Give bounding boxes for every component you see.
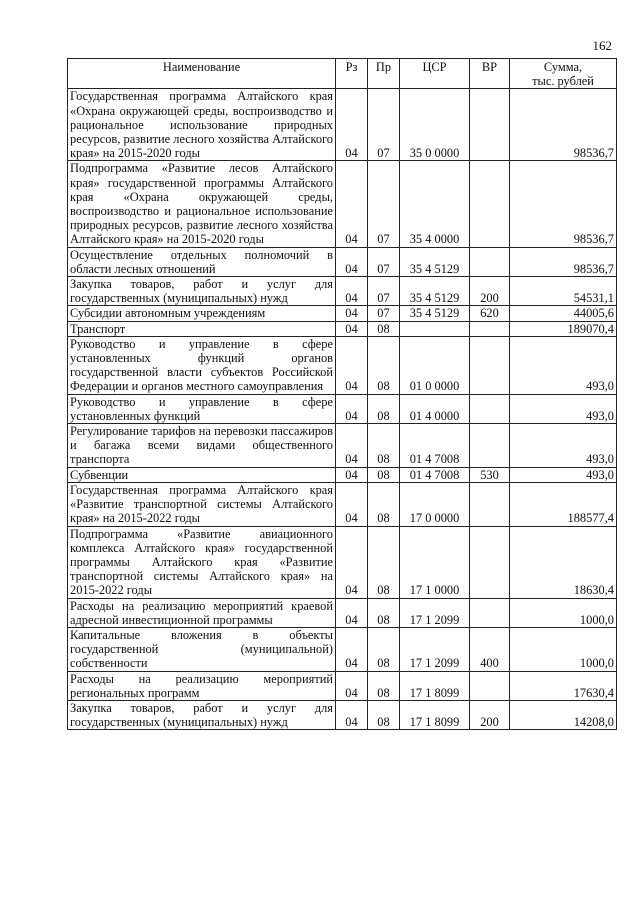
cell-rz: 04: [336, 424, 368, 468]
cell-vr: [470, 482, 510, 526]
cell-sum: 18630,4: [510, 526, 617, 598]
table-row: [68, 89, 617, 161]
cell-rz: 04: [336, 247, 368, 276]
cell-sum: 98536,7: [510, 247, 617, 276]
cell-pr: 07: [368, 89, 400, 161]
cell-name: Закупка товаров, работ и услуг для государственных (муниципальных) нужд: [68, 700, 336, 729]
table-row: [68, 467, 617, 482]
cell-pr: 08: [368, 700, 400, 729]
cell-csr: 35 0 0000: [400, 89, 470, 161]
cell-csr: 01 4 7008: [400, 424, 470, 468]
cell-name: Руководство и управление в сфере установленных функций органов государственной власти субъектов Российской Федерации и органов местного самоуправления: [68, 336, 336, 394]
cell-vr: 620: [470, 306, 510, 321]
cell-vr: 400: [470, 627, 510, 671]
cell-csr: 35 4 5129: [400, 306, 470, 321]
cell-rz: 04: [336, 321, 368, 336]
cell-sum: 188577,4: [510, 482, 617, 526]
cell-name: Подпрограмма «Развитие авиационного комплекса Алтайского края» государственной программы Алтайского края «Развитие транспортной системы Алтайского края» на 2015-2022 годы: [68, 526, 336, 598]
cell-vr: 200: [470, 700, 510, 729]
table-row: [68, 394, 617, 423]
cell-sum: 493,0: [510, 424, 617, 468]
cell-csr: 01 4 0000: [400, 394, 470, 423]
cell-csr: 17 1 0000: [400, 526, 470, 598]
cell-pr: 08: [368, 598, 400, 627]
cell-csr: 35 4 0000: [400, 161, 470, 247]
cell-name: Регулирование тарифов на перевозки пассажиров и багажа всеми видами общественного транспорта: [68, 424, 336, 468]
cell-csr: 01 4 7008: [400, 467, 470, 482]
table-row: [68, 277, 617, 306]
cell-pr: 07: [368, 277, 400, 306]
cell-pr: 08: [368, 526, 400, 598]
cell-vr: [470, 89, 510, 161]
cell-rz: 04: [336, 700, 368, 729]
cell-csr: 17 1 8099: [400, 671, 470, 700]
cell-csr: 17 1 2099: [400, 598, 470, 627]
cell-csr: [400, 321, 470, 336]
table-header: [68, 59, 617, 89]
cell-vr: [470, 394, 510, 423]
header-sum: [510, 59, 617, 89]
cell-name: Государственная программа Алтайского края «Развитие транспортной системы Алтайского края» на 2015-2022 годы: [68, 482, 336, 526]
cell-vr: [470, 671, 510, 700]
table-row: [68, 247, 617, 276]
cell-pr: 08: [368, 627, 400, 671]
cell-rz: 04: [336, 627, 368, 671]
header-pr: Пр: [368, 59, 400, 89]
cell-csr: 01 0 0000: [400, 336, 470, 394]
cell-csr: 35 4 5129: [400, 247, 470, 276]
cell-pr: 08: [368, 394, 400, 423]
cell-csr: 17 0 0000: [400, 482, 470, 526]
cell-rz: 04: [336, 467, 368, 482]
cell-vr: [470, 247, 510, 276]
cell-rz: 04: [336, 277, 368, 306]
table-row: [68, 671, 617, 700]
cell-rz: 04: [336, 161, 368, 247]
cell-rz: 04: [336, 526, 368, 598]
cell-sum: 14208,0: [510, 700, 617, 729]
cell-sum: 493,0: [510, 336, 617, 394]
cell-rz: 04: [336, 394, 368, 423]
header-sum-line2: тыс. рублей: [532, 74, 594, 89]
table-row: [68, 700, 617, 729]
table-body: [68, 89, 617, 730]
cell-vr: [470, 321, 510, 336]
cell-name: Закупка товаров, работ и услуг для государственных (муниципальных) нужд: [68, 277, 336, 306]
cell-vr: [470, 598, 510, 627]
cell-name: Государственная программа Алтайского края «Охрана окружающей среды, воспроизводство и рациональное использование природных ресурсов, развитие лесного хозяйства Алтайского края» на 2015-2020 годы: [68, 89, 336, 161]
cell-vr: 530: [470, 467, 510, 482]
cell-pr: 08: [368, 467, 400, 482]
header-rz: Рз: [336, 59, 368, 89]
table-row: [68, 526, 617, 598]
table-row: [68, 321, 617, 336]
cell-sum: 98536,7: [510, 161, 617, 247]
cell-sum: 17630,4: [510, 671, 617, 700]
table-row: [68, 306, 617, 321]
cell-vr: [470, 424, 510, 468]
cell-pr: 08: [368, 482, 400, 526]
cell-vr: [470, 336, 510, 394]
table-row: [68, 336, 617, 394]
budget-table: [67, 58, 617, 730]
cell-csr: 17 1 8099: [400, 700, 470, 729]
header-csr: ЦСР: [400, 59, 470, 89]
cell-sum: 1000,0: [510, 598, 617, 627]
cell-rz: 04: [336, 336, 368, 394]
cell-vr: [470, 161, 510, 247]
cell-csr: 17 1 2099: [400, 627, 470, 671]
cell-sum: 98536,7: [510, 89, 617, 161]
table-row: [68, 627, 617, 671]
cell-rz: 04: [336, 671, 368, 700]
cell-name: Расходы на реализацию мероприятий краевой адресной инвестиционной программы: [68, 598, 336, 627]
cell-sum: 493,0: [510, 394, 617, 423]
page-number: 162: [592, 38, 612, 53]
cell-pr: 08: [368, 424, 400, 468]
table-row: [68, 161, 617, 247]
cell-csr: 35 4 5129: [400, 277, 470, 306]
cell-pr: 07: [368, 306, 400, 321]
table-row: [68, 424, 617, 468]
header-row: [68, 59, 617, 89]
cell-rz: 04: [336, 598, 368, 627]
cell-pr: 07: [368, 247, 400, 276]
cell-name: Осуществление отдельных полномочий в области лесных отношений: [68, 247, 336, 276]
header-vr: ВР: [470, 59, 510, 89]
cell-pr: 07: [368, 161, 400, 247]
cell-pr: 08: [368, 336, 400, 394]
cell-sum: 189070,4: [510, 321, 617, 336]
cell-name: Субвенции: [68, 467, 336, 482]
cell-rz: 04: [336, 482, 368, 526]
cell-pr: 08: [368, 671, 400, 700]
cell-sum: 1000,0: [510, 627, 617, 671]
cell-sum: 493,0: [510, 467, 617, 482]
cell-sum: 44005,6: [510, 306, 617, 321]
table-row: [68, 482, 617, 526]
cell-name: Капитальные вложения в объекты государственной (муниципальной) собственности: [68, 627, 336, 671]
cell-name: Субсидии автономным учреждениям: [68, 306, 336, 321]
cell-name: Транспорт: [68, 321, 336, 336]
cell-sum: 54531,1: [510, 277, 617, 306]
cell-name: Расходы на реализацию мероприятий региональных программ: [68, 671, 336, 700]
cell-vr: 200: [470, 277, 510, 306]
table-row: [68, 598, 617, 627]
cell-vr: [470, 526, 510, 598]
cell-rz: 04: [336, 89, 368, 161]
header-sum-line1: Сумма,: [543, 60, 583, 74]
cell-pr: 08: [368, 321, 400, 336]
cell-rz: 04: [336, 306, 368, 321]
cell-name: Руководство и управление в сфере установленных функций: [68, 394, 336, 423]
cell-name: Подпрограмма «Развитие лесов Алтайского края» государственной программы Алтайского края «Охрана окружающей среды, воспроизводство и рациональное использование природных ресурсов, развитие лесного хозяйства Алтайского края» на 2015-2020 годы: [68, 161, 336, 247]
header-name: Наименование: [68, 59, 336, 89]
